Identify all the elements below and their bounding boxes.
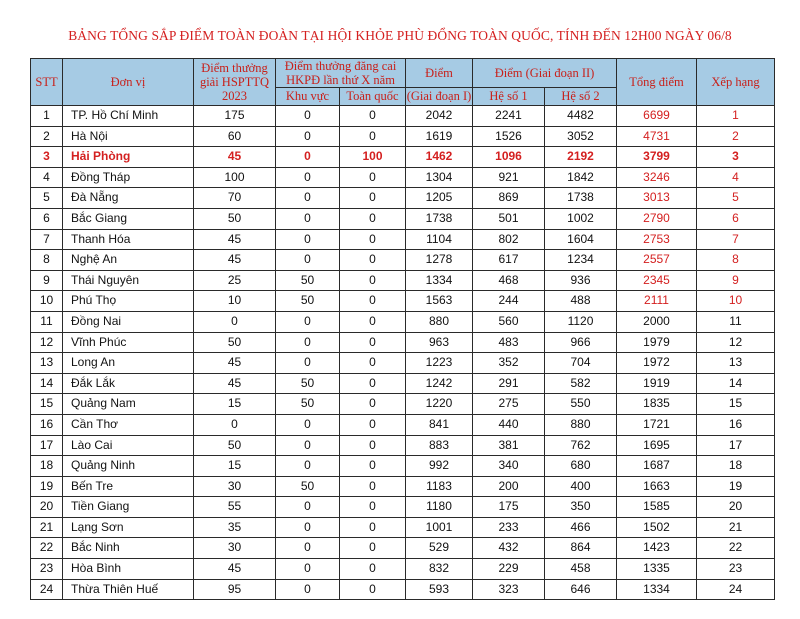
cell-stage1: 1619	[406, 126, 473, 147]
cell-bonus-hspttq: 55	[194, 497, 276, 518]
cell-coef2: 864	[545, 538, 617, 559]
cell-stt: 16	[31, 414, 63, 435]
header-stage1: (Giai đoạn I)	[406, 88, 473, 106]
cell-unit: Đồng Tháp	[63, 167, 194, 188]
cell-total: 6699	[617, 106, 697, 127]
cell-total: 2753	[617, 229, 697, 250]
cell-coef1: 468	[473, 270, 545, 291]
cell-stt: 19	[31, 476, 63, 497]
cell-coef2: 1120	[545, 311, 617, 332]
header-coef1: Hệ số 1	[473, 88, 545, 106]
table-row	[31, 579, 775, 600]
cell-rank: 18	[697, 456, 775, 477]
cell-coef1: 244	[473, 291, 545, 312]
cell-stage1: 2042	[406, 106, 473, 127]
cell-coef1: 291	[473, 373, 545, 394]
cell-unit: Thừa Thiên Huế	[63, 579, 194, 600]
cell-regional: 0	[276, 208, 340, 229]
cell-total: 2000	[617, 311, 697, 332]
cell-stt: 6	[31, 208, 63, 229]
cell-total: 1585	[617, 497, 697, 518]
cell-unit: TP. Hồ Chí Minh	[63, 106, 194, 127]
cell-rank: 19	[697, 476, 775, 497]
cell-coef1: 340	[473, 456, 545, 477]
cell-coef1: 381	[473, 435, 545, 456]
cell-stt: 13	[31, 353, 63, 374]
cell-bonus-hspttq: 30	[194, 476, 276, 497]
cell-bonus-hspttq: 45	[194, 373, 276, 394]
table-row	[31, 538, 775, 559]
cell-national: 0	[340, 476, 406, 497]
cell-regional: 0	[276, 559, 340, 580]
cell-coef1: 483	[473, 332, 545, 353]
cell-bonus-hspttq: 15	[194, 456, 276, 477]
cell-stt: 5	[31, 188, 63, 209]
table-row	[31, 559, 775, 580]
cell-stage1: 992	[406, 456, 473, 477]
table-row	[31, 106, 775, 127]
cell-coef2: 1604	[545, 229, 617, 250]
cell-rank: 24	[697, 579, 775, 600]
cell-coef2: 1738	[545, 188, 617, 209]
cell-coef2: 2192	[545, 147, 617, 168]
cell-unit: Hòa Bình	[63, 559, 194, 580]
cell-stt: 17	[31, 435, 63, 456]
cell-coef2: 350	[545, 497, 617, 518]
cell-regional: 0	[276, 579, 340, 600]
cell-stage1: 880	[406, 311, 473, 332]
cell-stage1: 1563	[406, 291, 473, 312]
page-title: BẢNG TỔNG SẮP ĐIỂM TOÀN ĐOÀN TẠI HỘI KHỎE PHÙ ĐỔNG TOÀN QUỐC, TÍNH ĐẾN 12H00 NGÀY 06/8	[68, 28, 732, 43]
cell-regional: 50	[276, 291, 340, 312]
cell-unit: Cần Thơ	[63, 414, 194, 435]
cell-national: 0	[340, 167, 406, 188]
cell-regional: 50	[276, 394, 340, 415]
cell-bonus-hspttq: 45	[194, 147, 276, 168]
cell-bonus-hspttq: 175	[194, 106, 276, 127]
cell-regional: 0	[276, 126, 340, 147]
cell-unit: Quảng Ninh	[63, 456, 194, 477]
cell-coef2: 762	[545, 435, 617, 456]
table-row	[31, 291, 775, 312]
cell-unit: Lạng Sơn	[63, 517, 194, 538]
cell-coef1: 560	[473, 311, 545, 332]
cell-coef2: 680	[545, 456, 617, 477]
cell-stt: 11	[31, 311, 63, 332]
cell-bonus-hspttq: 100	[194, 167, 276, 188]
cell-total: 1687	[617, 456, 697, 477]
cell-bonus-hspttq: 45	[194, 353, 276, 374]
cell-unit: Tiền Giang	[63, 497, 194, 518]
table-row	[31, 476, 775, 497]
cell-total: 1979	[617, 332, 697, 353]
cell-stage1: 1104	[406, 229, 473, 250]
cell-regional: 0	[276, 188, 340, 209]
table-row	[31, 208, 775, 229]
cell-stt: 8	[31, 250, 63, 271]
cell-stt: 21	[31, 517, 63, 538]
table-body	[31, 106, 775, 600]
cell-rank: 2	[697, 126, 775, 147]
cell-national: 0	[340, 188, 406, 209]
header-stt: STT	[31, 59, 63, 106]
cell-national: 0	[340, 559, 406, 580]
cell-regional: 0	[276, 311, 340, 332]
cell-stage1: 529	[406, 538, 473, 559]
cell-rank: 10	[697, 291, 775, 312]
cell-unit: Thái Nguyên	[63, 270, 194, 291]
cell-national: 0	[340, 373, 406, 394]
table-row	[31, 167, 775, 188]
cell-coef1: 352	[473, 353, 545, 374]
cell-stage1: 1001	[406, 517, 473, 538]
cell-bonus-hspttq: 10	[194, 291, 276, 312]
cell-stt: 2	[31, 126, 63, 147]
table-row	[31, 270, 775, 291]
cell-total: 1835	[617, 394, 697, 415]
cell-national: 0	[340, 106, 406, 127]
cell-regional: 0	[276, 414, 340, 435]
cell-stt: 18	[31, 456, 63, 477]
cell-rank: 1	[697, 106, 775, 127]
cell-total: 1423	[617, 538, 697, 559]
cell-rank: 22	[697, 538, 775, 559]
cell-national: 0	[340, 332, 406, 353]
header-coef2: Hệ số 2	[545, 88, 617, 106]
cell-stage1: 1220	[406, 394, 473, 415]
cell-unit: Thanh Hóa	[63, 229, 194, 250]
cell-national: 0	[340, 250, 406, 271]
cell-coef1: 869	[473, 188, 545, 209]
cell-rank: 13	[697, 353, 775, 374]
cell-regional: 50	[276, 476, 340, 497]
cell-stt: 10	[31, 291, 63, 312]
cell-stage1: 1334	[406, 270, 473, 291]
cell-coef1: 802	[473, 229, 545, 250]
cell-stt: 24	[31, 579, 63, 600]
cell-unit: Vĩnh Phúc	[63, 332, 194, 353]
cell-bonus-hspttq: 35	[194, 517, 276, 538]
cell-total: 2345	[617, 270, 697, 291]
cell-rank: 21	[697, 517, 775, 538]
table-row	[31, 373, 775, 394]
table-row	[31, 497, 775, 518]
cell-unit: Bắc Ninh	[63, 538, 194, 559]
cell-national: 0	[340, 414, 406, 435]
cell-regional: 0	[276, 517, 340, 538]
cell-coef1: 1096	[473, 147, 545, 168]
cell-unit: Bắc Giang	[63, 208, 194, 229]
cell-national: 0	[340, 517, 406, 538]
cell-coef1: 229	[473, 559, 545, 580]
cell-stt: 1	[31, 106, 63, 127]
cell-unit: Đắk Lắk	[63, 373, 194, 394]
cell-coef1: 275	[473, 394, 545, 415]
cell-national: 0	[340, 311, 406, 332]
cell-stage1: 832	[406, 559, 473, 580]
cell-stt: 22	[31, 538, 63, 559]
cell-rank: 15	[697, 394, 775, 415]
cell-national: 0	[340, 456, 406, 477]
cell-total: 3799	[617, 147, 697, 168]
cell-stage1: 593	[406, 579, 473, 600]
cell-regional: 0	[276, 497, 340, 518]
cell-stt: 12	[31, 332, 63, 353]
cell-coef1: 175	[473, 497, 545, 518]
cell-national: 0	[340, 229, 406, 250]
cell-stage1: 963	[406, 332, 473, 353]
cell-coef2: 550	[545, 394, 617, 415]
cell-rank: 20	[697, 497, 775, 518]
cell-national: 0	[340, 353, 406, 374]
cell-bonus-hspttq: 45	[194, 250, 276, 271]
cell-stt: 3	[31, 147, 63, 168]
cell-unit: Đồng Nai	[63, 311, 194, 332]
cell-national: 0	[340, 394, 406, 415]
cell-total: 1721	[617, 414, 697, 435]
cell-coef1: 617	[473, 250, 545, 271]
cell-coef1: 200	[473, 476, 545, 497]
cell-stt: 23	[31, 559, 63, 580]
cell-national: 0	[340, 497, 406, 518]
cell-rank: 11	[697, 311, 775, 332]
cell-unit: Nghệ An	[63, 250, 194, 271]
cell-unit: Lào Cai	[63, 435, 194, 456]
cell-national: 100	[340, 147, 406, 168]
cell-coef2: 1002	[545, 208, 617, 229]
cell-unit: Hà Nội	[63, 126, 194, 147]
cell-regional: 50	[276, 373, 340, 394]
cell-bonus-hspttq: 70	[194, 188, 276, 209]
standings-table	[30, 58, 775, 600]
cell-coef2: 466	[545, 517, 617, 538]
header-rank: Xếp hạng	[697, 59, 775, 106]
cell-unit: Long An	[63, 353, 194, 374]
cell-coef1: 432	[473, 538, 545, 559]
cell-coef2: 3052	[545, 126, 617, 147]
cell-coef2: 704	[545, 353, 617, 374]
cell-national: 0	[340, 291, 406, 312]
cell-rank: 14	[697, 373, 775, 394]
cell-stage1: 1180	[406, 497, 473, 518]
cell-bonus-hspttq: 0	[194, 311, 276, 332]
cell-coef2: 880	[545, 414, 617, 435]
cell-stt: 9	[31, 270, 63, 291]
cell-coef1: 233	[473, 517, 545, 538]
cell-total: 4731	[617, 126, 697, 147]
cell-total: 3013	[617, 188, 697, 209]
cell-stt: 7	[31, 229, 63, 250]
header-regional: Khu vực	[276, 88, 340, 106]
cell-bonus-hspttq: 25	[194, 270, 276, 291]
cell-rank: 4	[697, 167, 775, 188]
cell-national: 0	[340, 579, 406, 600]
cell-total: 2111	[617, 291, 697, 312]
cell-rank: 3	[697, 147, 775, 168]
table-row	[31, 332, 775, 353]
table-row	[31, 517, 775, 538]
table-row	[31, 394, 775, 415]
cell-regional: 0	[276, 147, 340, 168]
cell-stage1: 1278	[406, 250, 473, 271]
cell-national: 0	[340, 126, 406, 147]
cell-bonus-hspttq: 30	[194, 538, 276, 559]
cell-rank: 6	[697, 208, 775, 229]
cell-coef2: 1234	[545, 250, 617, 271]
cell-bonus-hspttq: 0	[194, 414, 276, 435]
cell-stage1: 1738	[406, 208, 473, 229]
cell-coef2: 458	[545, 559, 617, 580]
cell-bonus-hspttq: 50	[194, 208, 276, 229]
table-row	[31, 456, 775, 477]
table-row	[31, 311, 775, 332]
cell-national: 0	[340, 270, 406, 291]
cell-rank: 8	[697, 250, 775, 271]
cell-regional: 0	[276, 435, 340, 456]
cell-coef2: 582	[545, 373, 617, 394]
cell-national: 0	[340, 435, 406, 456]
cell-regional: 0	[276, 332, 340, 353]
cell-regional: 50	[276, 270, 340, 291]
cell-stage1: 841	[406, 414, 473, 435]
cell-total: 1334	[617, 579, 697, 600]
cell-stage1: 1242	[406, 373, 473, 394]
cell-coef2: 488	[545, 291, 617, 312]
cell-coef1: 1526	[473, 126, 545, 147]
cell-coef2: 966	[545, 332, 617, 353]
cell-rank: 23	[697, 559, 775, 580]
cell-regional: 0	[276, 250, 340, 271]
cell-coef1: 501	[473, 208, 545, 229]
cell-unit: Phú Thọ	[63, 291, 194, 312]
cell-bonus-hspttq: 45	[194, 229, 276, 250]
cell-bonus-hspttq: 60	[194, 126, 276, 147]
cell-stage1: 1223	[406, 353, 473, 374]
cell-total: 1695	[617, 435, 697, 456]
cell-national: 0	[340, 208, 406, 229]
cell-rank: 7	[697, 229, 775, 250]
cell-stage1: 883	[406, 435, 473, 456]
cell-rank: 16	[697, 414, 775, 435]
table-row	[31, 229, 775, 250]
cell-total: 2790	[617, 208, 697, 229]
cell-stt: 14	[31, 373, 63, 394]
cell-stt: 4	[31, 167, 63, 188]
cell-unit: Bến Tre	[63, 476, 194, 497]
cell-bonus-hspttq: 95	[194, 579, 276, 600]
header-bonus-hspttq: Điểm thưởng giải HSPTTQ 2023	[194, 59, 276, 106]
cell-regional: 0	[276, 538, 340, 559]
table-row	[31, 353, 775, 374]
cell-total: 1919	[617, 373, 697, 394]
table-row	[31, 126, 775, 147]
header-score: Điểm	[406, 59, 473, 88]
cell-rank: 9	[697, 270, 775, 291]
cell-coef2: 646	[545, 579, 617, 600]
table-row	[31, 414, 775, 435]
cell-unit: Đà Nẵng	[63, 188, 194, 209]
cell-stage1: 1304	[406, 167, 473, 188]
cell-regional: 0	[276, 106, 340, 127]
cell-coef2: 400	[545, 476, 617, 497]
cell-coef2: 4482	[545, 106, 617, 127]
table-row	[31, 435, 775, 456]
cell-total: 2557	[617, 250, 697, 271]
cell-unit: Hải Phòng	[63, 147, 194, 168]
cell-total: 1663	[617, 476, 697, 497]
cell-rank: 12	[697, 332, 775, 353]
cell-total: 1972	[617, 353, 697, 374]
cell-coef2: 1842	[545, 167, 617, 188]
cell-regional: 0	[276, 229, 340, 250]
header-score-stage2: Điểm (Giai đoạn II)	[473, 59, 617, 88]
cell-bonus-hspttq: 45	[194, 559, 276, 580]
table-row	[31, 147, 775, 168]
cell-rank: 17	[697, 435, 775, 456]
cell-regional: 0	[276, 353, 340, 374]
cell-total: 3246	[617, 167, 697, 188]
cell-unit: Quảng Nam	[63, 394, 194, 415]
cell-regional: 0	[276, 456, 340, 477]
cell-stt: 15	[31, 394, 63, 415]
cell-stage1: 1205	[406, 188, 473, 209]
cell-coef1: 440	[473, 414, 545, 435]
header-unit: Đơn vị	[63, 59, 194, 106]
cell-stage1: 1183	[406, 476, 473, 497]
cell-coef1: 323	[473, 579, 545, 600]
header-bonus-host: Điểm thưởng đăng cai HKPĐ lần thứ X năm	[276, 59, 406, 88]
cell-coef2: 936	[545, 270, 617, 291]
table-row	[31, 250, 775, 271]
header-national: Toàn quốc	[340, 88, 406, 106]
cell-total: 1335	[617, 559, 697, 580]
cell-national: 0	[340, 538, 406, 559]
cell-bonus-hspttq: 15	[194, 394, 276, 415]
cell-bonus-hspttq: 50	[194, 332, 276, 353]
cell-stage1: 1462	[406, 147, 473, 168]
cell-coef1: 921	[473, 167, 545, 188]
cell-rank: 5	[697, 188, 775, 209]
header-total: Tổng điểm	[617, 59, 697, 106]
cell-coef1: 2241	[473, 106, 545, 127]
cell-total: 1502	[617, 517, 697, 538]
cell-stt: 20	[31, 497, 63, 518]
cell-regional: 0	[276, 167, 340, 188]
cell-bonus-hspttq: 50	[194, 435, 276, 456]
table-row	[31, 188, 775, 209]
